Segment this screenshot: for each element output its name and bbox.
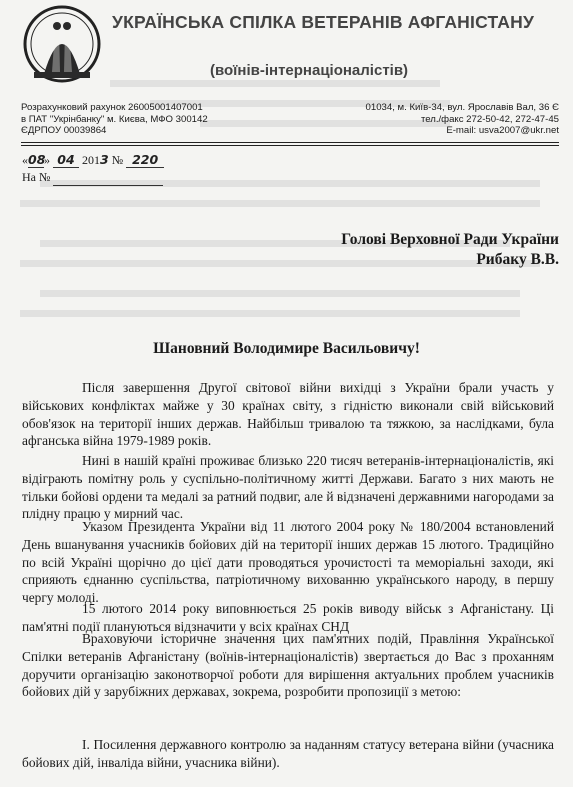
addressee-name: Рибаку В.В. [476, 251, 559, 268]
outgoing-date-number: «08» 04 2013 № 220 [22, 152, 164, 168]
phone-fax-line: тел./факс 272-50-42, 272-47-45 [420, 113, 559, 125]
body-paragraph-6 [22, 736, 554, 772]
veterans-emblem-logo [22, 4, 102, 84]
paragraph-text: Після завершення Другої світової війни вихідці з України брали участь у військових конфліктах майже у 30 країнах світу, з гідністю виконали свій військовий обов'язок на території інших держав. Найбільш тривалою та тяжкою, за наслідками, була афганська війна 1979-1989 років. [22, 380, 554, 449]
body-paragraph-2 [22, 452, 554, 523]
salutation: Шановний Володимире Васильовичу! [153, 340, 420, 357]
letterhead-divider-second [21, 145, 559, 146]
contact-details [366, 102, 559, 137]
edrpou-line: ЄДРПОУ 00039864 [21, 125, 107, 137]
paragraph-text: Нині в нашій країні проживає близько 220 тисяч ветеранів-інтернаціоналістів, які відіграють помітну роль у суспільно-політичному житті Держави. Багато з них мають не тільки бойові ордени та медалі за ратний подвиг, але й відзначені державними нагородами за плідну працю у мирний час. [22, 453, 554, 522]
reply-to-label: На № [22, 170, 51, 184]
date-month: 04 [53, 152, 79, 168]
email-line: E-mail: usva2007@ukr.net [446, 125, 559, 137]
reply-to-blank [53, 170, 163, 186]
letterhead-divider [21, 142, 559, 143]
bank-details [21, 102, 208, 137]
addressee-block [341, 230, 559, 270]
reply-to-line [22, 170, 163, 186]
body-paragraph-5 [22, 630, 554, 701]
year-suffix: 3 [100, 152, 109, 167]
body-paragraph-3 [22, 518, 554, 607]
year-prefix: 201 [82, 153, 100, 167]
document-number: 220 [126, 152, 164, 168]
organization-name: УКРАЇНСЬКА СПІЛКА ВЕТЕРАНІВ АФГАНІСТАНУ [112, 12, 535, 32]
bank-account-line: Розрахунковий рахунок 26005001407001 [21, 102, 203, 113]
paragraph-text: 15 лютого 2014 року виповнюється 25 років виводу військ з Афганістану. Ці пам'ятні події плануються відзначити у всіх країнах СНД [22, 601, 554, 634]
paragraph-text: Указом Президента України від 11 лютого 2004 року № 180/2004 встановлений День вшанування учасників бойових дій на території інших держав 15 лютого. Традиційно по всій Україні щорічно до цієї дати проводяться урочистості та меморіальні заходи, які сприяють єднанню суспільства, патріотичному вихованню українського народу, в першу чергу молоді. [22, 519, 554, 606]
paragraph-text: І. Посилення державного контролю за наданням статусу ветерана війни (учасника бойових дій, інваліда війни, учасника війни). [22, 737, 554, 770]
bank-name-line: в ПАТ "Укрінбанку" м. Києва, МФО 300142 [21, 113, 208, 125]
organization-subtitle: (воїнів-інтернаціоналістів) [210, 62, 409, 79]
addressee-position: Голові Верховної Ради України [341, 231, 559, 248]
date-day: 08 [28, 152, 46, 167]
body-paragraph-1 [22, 379, 554, 450]
paragraph-text: Враховуючи історичне значення цих пам'ятних подій, Правління Української Спілки ветеранів Афганістану (воїнів-інтернаціоналістів) звертається до Вас з проханням доручити організацію законотворчої роботи для вирішення актуальних проблем учасників бойових дій у зарубіжних державах, зокрема, розробити пропозиції з метою: [22, 631, 554, 700]
postal-address-line: 01034, м. Київ-34, вул. Ярославів Вал, 36 Є [365, 102, 559, 113]
number-sign: № [111, 153, 124, 167]
